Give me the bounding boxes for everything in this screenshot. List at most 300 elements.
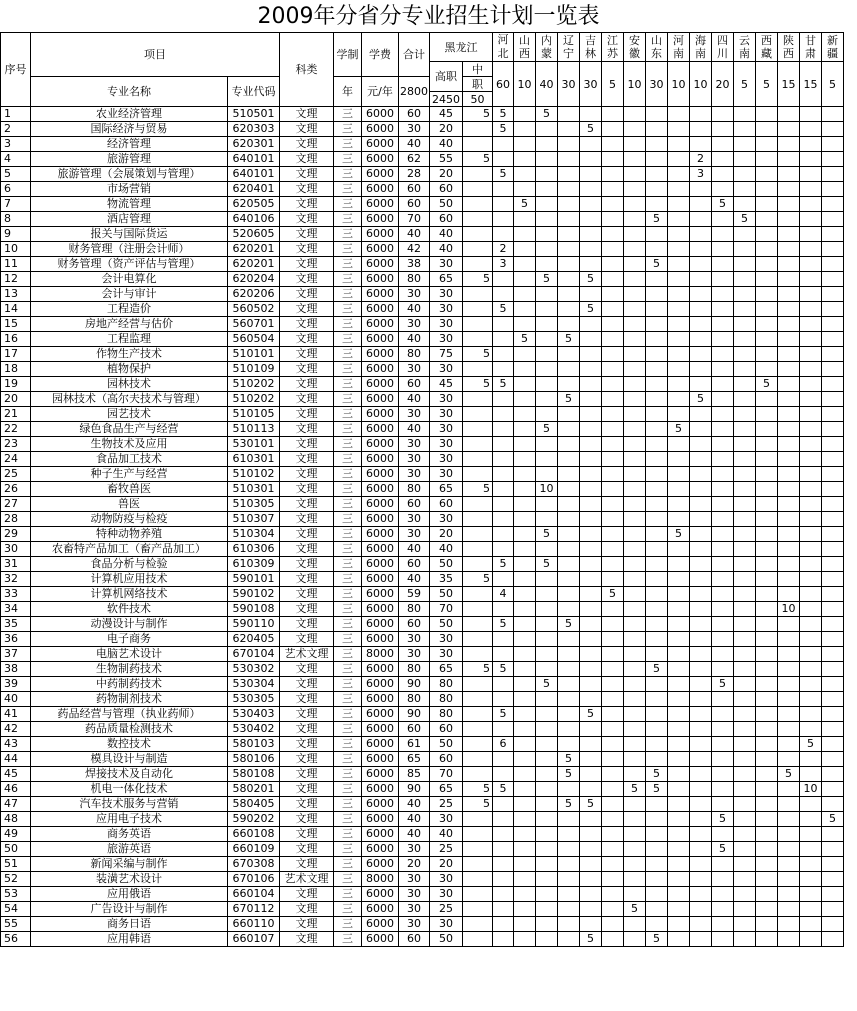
row-province-11 [734, 242, 756, 257]
row-subject: 文理 [280, 587, 334, 602]
row-zhongzhi [463, 362, 493, 377]
row-xuezhi: 三 [334, 902, 362, 917]
row-zhongzhi: 5 [463, 107, 493, 122]
row-province-12 [756, 287, 778, 302]
row-province-10 [712, 287, 734, 302]
row-total: 40 [399, 572, 430, 587]
row-province-15 [822, 107, 844, 122]
row-province-1 [514, 242, 536, 257]
row-fee: 6000 [362, 182, 399, 197]
row-province-3 [558, 362, 580, 377]
row-total: 30 [399, 842, 430, 857]
table-row [1, 887, 857, 902]
row-major-code: 590108 [228, 602, 280, 617]
row-province-6: 5 [624, 782, 646, 797]
row-province-12 [756, 707, 778, 722]
row-province-8 [668, 662, 690, 677]
row-xuezhi: 三 [334, 107, 362, 122]
row-province-3 [558, 722, 580, 737]
row-province-1 [514, 362, 536, 377]
row-province-14 [800, 797, 822, 812]
table-row [1, 467, 857, 482]
row-gaozhi: 60 [430, 182, 463, 197]
row-fee: 6000 [362, 317, 399, 332]
row-province-8 [668, 827, 690, 842]
row-zhongzhi [463, 422, 493, 437]
row-seq: 25 [1, 467, 31, 482]
row-major-name: 装潢艺术设计 [31, 872, 228, 887]
row-province-10 [712, 317, 734, 332]
row-zhongzhi [463, 602, 493, 617]
row-province-3 [558, 107, 580, 122]
row-province-12 [756, 512, 778, 527]
header-hlj: 黑龙江 [430, 33, 493, 62]
row-province-15 [822, 662, 844, 677]
row-gaozhi: 60 [430, 722, 463, 737]
row-province-4 [580, 332, 602, 347]
row-province-3 [558, 542, 580, 557]
table-row [1, 182, 857, 197]
row-province-5 [602, 737, 624, 752]
row-major-name: 财务管理（资产评估与管理） [31, 257, 228, 272]
row-province-15 [822, 587, 844, 602]
row-province-0 [493, 362, 514, 377]
row-total: 30 [399, 527, 430, 542]
row-province-3 [558, 242, 580, 257]
row-province-9 [690, 197, 712, 212]
header-prov-10: 四 川 [712, 33, 734, 62]
row-province-10: 5 [712, 812, 734, 827]
row-province-3: 5 [558, 752, 580, 767]
row-xuezhi: 三 [334, 632, 362, 647]
row-province-5 [602, 107, 624, 122]
row-province-11 [734, 857, 756, 872]
row-province-7 [646, 242, 668, 257]
row-province-3 [558, 812, 580, 827]
row-seq: 45 [1, 767, 31, 782]
row-province-14 [800, 887, 822, 902]
row-major-code: 580106 [228, 752, 280, 767]
row-province-14 [800, 722, 822, 737]
row-province-14 [800, 512, 822, 527]
row-subject: 文理 [280, 722, 334, 737]
row-province-7 [646, 272, 668, 287]
row-province-14 [800, 872, 822, 887]
row-major-code: 640101 [228, 152, 280, 167]
row-province-8 [668, 647, 690, 662]
row-province-10 [712, 857, 734, 872]
table-row [1, 422, 857, 437]
header-prov-val-11: 5 [734, 62, 756, 107]
row-province-9 [690, 842, 712, 857]
row-province-13 [778, 137, 800, 152]
row-province-7 [646, 197, 668, 212]
row-province-9 [690, 542, 712, 557]
row-subject: 文理 [280, 137, 334, 152]
row-major-code: 620401 [228, 182, 280, 197]
table-row [1, 452, 857, 467]
row-province-10 [712, 182, 734, 197]
row-gaozhi: 30 [430, 647, 463, 662]
row-total: 42 [399, 242, 430, 257]
row-province-9 [690, 707, 712, 722]
row-province-0 [493, 872, 514, 887]
row-province-9: 2 [690, 152, 712, 167]
row-xuezhi: 三 [334, 872, 362, 887]
row-province-1 [514, 872, 536, 887]
row-seq: 10 [1, 242, 31, 257]
row-xuezhi: 三 [334, 812, 362, 827]
row-province-11 [734, 887, 756, 902]
row-province-11 [734, 737, 756, 752]
row-xuezhi: 三 [334, 362, 362, 377]
row-major-code: 530305 [228, 692, 280, 707]
row-province-2: 5 [536, 107, 558, 122]
row-province-13 [778, 722, 800, 737]
row-province-12 [756, 137, 778, 152]
table-row [1, 647, 857, 662]
row-subject: 文理 [280, 527, 334, 542]
row-province-15 [822, 782, 844, 797]
row-province-4 [580, 842, 602, 857]
row-province-11 [734, 287, 756, 302]
row-province-13 [778, 302, 800, 317]
row-province-5 [602, 167, 624, 182]
row-province-1 [514, 587, 536, 602]
row-province-8 [668, 197, 690, 212]
row-province-2 [536, 227, 558, 242]
row-fee: 6000 [362, 857, 399, 872]
row-province-15 [822, 227, 844, 242]
row-subject: 文理 [280, 377, 334, 392]
table-row [1, 842, 857, 857]
row-province-1 [514, 287, 536, 302]
row-province-2 [536, 167, 558, 182]
row-province-9 [690, 752, 712, 767]
row-major-code: 510105 [228, 407, 280, 422]
row-province-15 [822, 767, 844, 782]
row-fee: 6000 [362, 167, 399, 182]
row-province-0 [493, 527, 514, 542]
row-total: 80 [399, 692, 430, 707]
row-province-14 [800, 587, 822, 602]
row-province-14 [800, 152, 822, 167]
row-gaozhi: 40 [430, 242, 463, 257]
row-fee: 6000 [362, 557, 399, 572]
table-row [1, 902, 857, 917]
header-prov-val-9: 10 [690, 62, 712, 107]
row-province-1 [514, 392, 536, 407]
row-province-9 [690, 332, 712, 347]
row-province-15 [822, 572, 844, 587]
row-major-name: 畜牧兽医 [31, 482, 228, 497]
row-xuezhi: 三 [334, 212, 362, 227]
row-province-15 [822, 797, 844, 812]
row-province-12 [756, 467, 778, 482]
row-province-1 [514, 857, 536, 872]
row-province-3: 5 [558, 392, 580, 407]
row-province-9 [690, 902, 712, 917]
row-province-13 [778, 917, 800, 932]
row-province-2 [536, 842, 558, 857]
row-province-2 [536, 347, 558, 362]
row-province-11 [734, 107, 756, 122]
row-province-6 [624, 167, 646, 182]
row-province-5 [602, 287, 624, 302]
row-subject: 文理 [280, 197, 334, 212]
row-province-14 [800, 602, 822, 617]
row-total: 40 [399, 542, 430, 557]
row-province-6 [624, 392, 646, 407]
row-zhongzhi [463, 542, 493, 557]
row-total: 30 [399, 902, 430, 917]
row-province-11 [734, 692, 756, 707]
row-province-8 [668, 122, 690, 137]
row-province-8 [668, 182, 690, 197]
row-province-12 [756, 632, 778, 647]
row-province-15 [822, 857, 844, 872]
row-zhongzhi [463, 812, 493, 827]
row-province-2 [536, 872, 558, 887]
row-province-15 [822, 152, 844, 167]
row-province-13 [778, 212, 800, 227]
row-major-name: 软件技术 [31, 602, 228, 617]
row-province-1 [514, 107, 536, 122]
row-province-7 [646, 542, 668, 557]
row-seq: 17 [1, 347, 31, 362]
row-province-4 [580, 497, 602, 512]
row-province-1 [514, 737, 536, 752]
row-province-0 [493, 857, 514, 872]
row-province-8 [668, 797, 690, 812]
row-province-11 [734, 272, 756, 287]
table-row [1, 527, 857, 542]
row-province-7 [646, 872, 668, 887]
row-fee: 6000 [362, 272, 399, 287]
row-province-8 [668, 212, 690, 227]
row-zhongzhi [463, 242, 493, 257]
row-province-9 [690, 737, 712, 752]
row-province-2 [536, 722, 558, 737]
row-province-1 [514, 902, 536, 917]
row-province-4 [580, 287, 602, 302]
row-province-4 [580, 557, 602, 572]
row-province-0: 5 [493, 167, 514, 182]
row-province-12 [756, 347, 778, 362]
row-province-15 [822, 302, 844, 317]
row-gaozhi: 30 [430, 287, 463, 302]
row-province-8 [668, 287, 690, 302]
row-total: 90 [399, 707, 430, 722]
row-province-1 [514, 182, 536, 197]
row-major-code: 560504 [228, 332, 280, 347]
row-xuezhi: 三 [334, 932, 362, 947]
row-province-14: 5 [800, 737, 822, 752]
row-major-name: 应用电子技术 [31, 812, 228, 827]
row-province-3: 5 [558, 332, 580, 347]
row-province-10 [712, 662, 734, 677]
row-zhongzhi [463, 842, 493, 857]
row-province-0 [493, 137, 514, 152]
row-province-4 [580, 452, 602, 467]
row-gaozhi: 65 [430, 272, 463, 287]
row-province-14 [800, 662, 822, 677]
row-province-6 [624, 887, 646, 902]
row-major-code: 510202 [228, 377, 280, 392]
row-province-5 [602, 542, 624, 557]
row-major-code: 580108 [228, 767, 280, 782]
row-province-6 [624, 332, 646, 347]
row-province-0: 5 [493, 557, 514, 572]
row-major-code: 510304 [228, 527, 280, 542]
row-province-11 [734, 512, 756, 527]
row-province-4 [580, 827, 602, 842]
row-province-7 [646, 797, 668, 812]
row-province-6 [624, 542, 646, 557]
row-province-3 [558, 287, 580, 302]
row-province-10 [712, 632, 734, 647]
row-province-10 [712, 212, 734, 227]
row-province-6 [624, 257, 646, 272]
header-prov-val-6: 10 [624, 62, 646, 107]
row-seq: 46 [1, 782, 31, 797]
row-province-4 [580, 767, 602, 782]
row-province-3 [558, 302, 580, 317]
row-zhongzhi: 5 [463, 782, 493, 797]
row-province-13: 5 [778, 767, 800, 782]
row-province-15 [822, 542, 844, 557]
row-total: 40 [399, 227, 430, 242]
row-province-14 [800, 617, 822, 632]
row-province-11 [734, 677, 756, 692]
row-zhongzhi [463, 932, 493, 947]
row-major-code: 670104 [228, 647, 280, 662]
row-province-8 [668, 302, 690, 317]
row-zhongzhi [463, 617, 493, 632]
row-fee: 6000 [362, 692, 399, 707]
row-major-code: 580405 [228, 797, 280, 812]
row-subject: 文理 [280, 752, 334, 767]
row-province-12 [756, 662, 778, 677]
row-zhongzhi [463, 902, 493, 917]
row-gaozhi: 25 [430, 797, 463, 812]
row-province-6 [624, 407, 646, 422]
row-province-6 [624, 722, 646, 737]
row-total: 30 [399, 287, 430, 302]
row-province-5 [602, 527, 624, 542]
row-province-6 [624, 632, 646, 647]
row-province-11 [734, 617, 756, 632]
row-total: 30 [399, 317, 430, 332]
table-row [1, 122, 857, 137]
row-total: 40 [399, 827, 430, 842]
row-province-3: 5 [558, 797, 580, 812]
table-row [1, 377, 857, 392]
row-province-13 [778, 617, 800, 632]
row-province-9 [690, 407, 712, 422]
row-subject: 文理 [280, 332, 334, 347]
row-fee: 6000 [362, 377, 399, 392]
row-province-15: 5 [822, 812, 844, 827]
header-gaozhi-value: 2450 [430, 92, 463, 107]
row-subject: 文理 [280, 212, 334, 227]
row-province-6 [624, 452, 646, 467]
row-fee: 6000 [362, 752, 399, 767]
row-province-3 [558, 497, 580, 512]
row-province-15 [822, 287, 844, 302]
row-province-6 [624, 527, 646, 542]
row-zhongzhi [463, 752, 493, 767]
row-province-7 [646, 707, 668, 722]
row-province-14 [800, 212, 822, 227]
row-province-6 [624, 872, 646, 887]
row-major-code: 510102 [228, 467, 280, 482]
row-total: 30 [399, 872, 430, 887]
row-province-1 [514, 512, 536, 527]
row-province-6 [624, 647, 646, 662]
row-total: 60 [399, 617, 430, 632]
row-province-10 [712, 542, 734, 557]
row-xuezhi: 三 [334, 467, 362, 482]
row-province-3 [558, 677, 580, 692]
row-province-13 [778, 332, 800, 347]
row-province-7 [646, 917, 668, 932]
row-gaozhi: 50 [430, 737, 463, 752]
row-province-4 [580, 602, 602, 617]
row-fee: 6000 [362, 392, 399, 407]
header-major-code: 专业代码 [228, 77, 280, 107]
row-province-6 [624, 737, 646, 752]
row-province-1 [514, 437, 536, 452]
row-province-13 [778, 242, 800, 257]
row-province-9 [690, 617, 712, 632]
table-row [1, 287, 857, 302]
row-province-5 [602, 872, 624, 887]
row-province-2 [536, 257, 558, 272]
row-province-6 [624, 797, 646, 812]
row-major-name: 模具设计与制造 [31, 752, 228, 767]
row-province-3 [558, 407, 580, 422]
row-province-2 [536, 857, 558, 872]
row-seq: 26 [1, 482, 31, 497]
row-xuezhi: 三 [334, 527, 362, 542]
row-major-code: 580201 [228, 782, 280, 797]
row-fee: 6000 [362, 902, 399, 917]
row-province-1 [514, 782, 536, 797]
row-province-9 [690, 467, 712, 482]
row-gaozhi: 30 [430, 632, 463, 647]
row-province-7 [646, 317, 668, 332]
row-province-5 [602, 212, 624, 227]
row-total: 20 [399, 857, 430, 872]
row-province-11 [734, 497, 756, 512]
row-province-6 [624, 812, 646, 827]
row-xuezhi: 三 [334, 722, 362, 737]
row-province-9: 3 [690, 167, 712, 182]
row-province-10 [712, 227, 734, 242]
header-prov-3: 辽 宁 [558, 33, 580, 62]
row-province-4 [580, 902, 602, 917]
row-province-15 [822, 257, 844, 272]
row-province-9 [690, 452, 712, 467]
row-xuezhi: 三 [334, 227, 362, 242]
row-province-11 [734, 842, 756, 857]
row-major-code: 620201 [228, 242, 280, 257]
table-row [1, 662, 857, 677]
row-subject: 文理 [280, 857, 334, 872]
row-total: 60 [399, 497, 430, 512]
row-province-8 [668, 692, 690, 707]
